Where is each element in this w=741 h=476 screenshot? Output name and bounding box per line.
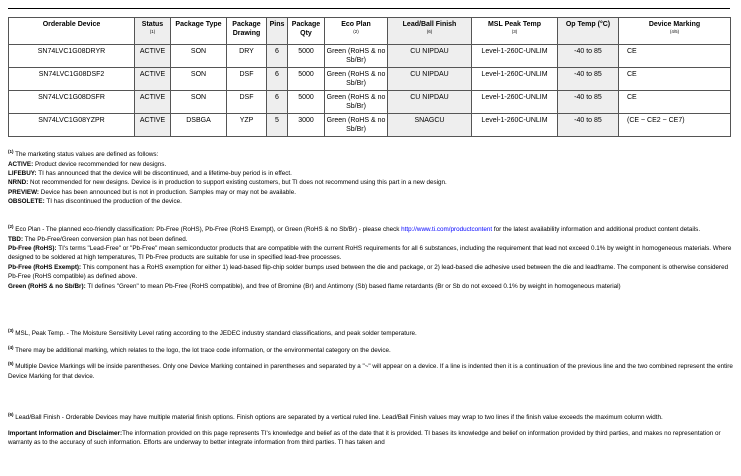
column-footnote-ref: (6) [426, 29, 433, 34]
table-cell: SN74LVC1G08DRYR [9, 45, 135, 68]
definition-item [8, 169, 733, 178]
table-cell: ACTIVE [135, 68, 171, 91]
table-cell: DSF [227, 91, 267, 114]
table-cell: CE [619, 91, 731, 114]
column-header-label: Op Temp (°C) [565, 21, 611, 28]
table-cell: -40 to 85 [558, 114, 619, 137]
table-cell: CU NIPDAU [388, 45, 472, 68]
footnote-mark: (3) [8, 328, 14, 333]
table-cell: ACTIVE [135, 114, 171, 137]
column-header-label: MSL Peak Temp [487, 21, 542, 28]
disclaimer [8, 429, 733, 448]
table-cell: SN74LVC1G08DSF2 [9, 68, 135, 91]
column-header [558, 18, 619, 45]
table-cell: 5000 [288, 45, 325, 68]
column-footnote-ref: (4/5) [669, 29, 680, 34]
footnote-3 [8, 326, 733, 339]
column-footnote-ref: (1) [149, 29, 156, 34]
table-row [9, 68, 731, 91]
column-header [171, 18, 227, 45]
definition-text: The Pb-Free/Green conversion plan has not been defined. [24, 235, 188, 243]
table-cell: CU NIPDAU [388, 91, 472, 114]
table-cell: SN74LVC1G08YZPR [9, 114, 135, 137]
table-cell: CU NIPDAU [388, 68, 472, 91]
definition-text: TI defines "Green" to mean Pb-Free (RoHS compatible), and free of Bromine (Br) and Antimony (Sb) based flame retardants (Br or Sb do not exceed 0.1% by weight in homogeneous material) [87, 282, 621, 290]
definition-term: PREVIEW: [8, 188, 40, 196]
table-cell: ACTIVE [135, 45, 171, 68]
definition-term: Green (RoHS & no Sb/Br): [8, 282, 86, 290]
table-cell: 6 [267, 45, 288, 68]
definition-term: ACTIVE: [8, 160, 34, 168]
column-header [288, 18, 325, 45]
footnote-text: There may be additional marking, which relates to the logo, the lot trace code information, or the environmental category on the device. [15, 347, 391, 355]
definition-item [8, 188, 733, 197]
definition-text: TI has announced that the device will be discontinued, and a lifetime-buy period is in effect. [38, 169, 292, 177]
definition-text: This component has a RoHS exemption for either 1) lead-based flip-chip solder bumps used between the die and package, or 2) lead-based die adhesive used between the die and leadframe. The component is otherwise considered Pb-Free (RoHS compatible) as defined above. [8, 263, 729, 281]
table-cell: YZP [227, 114, 267, 137]
definition-item [8, 235, 733, 244]
footnote-6 [8, 410, 733, 423]
definition-item [8, 197, 733, 206]
column-header [325, 18, 388, 45]
column-header [388, 18, 472, 45]
footnote-4 [8, 343, 733, 356]
footnote-text: Lead/Ball Finish - Orderable Devices may have multiple material finish options. Finish options are separated by a vertical ruled line. Lead/Ball Finish values may wrap to two lines if the finish value exceeds the maximum column width. [15, 414, 663, 422]
definition-text: Product device recommended for new designs. [34, 160, 167, 168]
table-cell: 5000 [288, 68, 325, 91]
table-cell: 6 [267, 91, 288, 114]
table-cell: SON [171, 45, 227, 68]
column-header-label: Pins [269, 21, 285, 28]
table-cell: (CE ~ CE2 ~ CE7) [619, 114, 731, 137]
table-cell: CE [619, 45, 731, 68]
definition-item [8, 263, 733, 282]
footnote-text: The marketing status values are defined as follows: [15, 151, 159, 159]
table-cell: DRY [227, 45, 267, 68]
column-header-label: Status [141, 21, 164, 28]
column-header-label: Package Qty [291, 21, 321, 37]
table-cell: 5 [267, 114, 288, 137]
definition-item [8, 244, 733, 263]
table-row [9, 45, 731, 68]
column-header [619, 18, 731, 45]
definition-item [8, 282, 733, 291]
table-cell: Green (RoHS & no Sb/Br) [325, 91, 388, 114]
table-cell: Level-1-260C-UNLIM [472, 68, 558, 91]
footnote-2 [8, 222, 733, 291]
definition-text: Device has been announced but is not in production. Samples may or may not be available. [40, 188, 296, 196]
productcontent-link[interactable]: http://www.ti.com/productcontent [401, 226, 493, 234]
definition-text: Not recommended for new designs. Device is in production to support existing customers, but TI does not recommend using this part in a new design. [30, 179, 447, 187]
table-cell: Level-1-260C-UNLIM [472, 45, 558, 68]
footnote-mark: (6) [8, 412, 14, 417]
table-cell: Level-1-260C-UNLIM [472, 114, 558, 137]
definition-term: Pb-Free (RoHS): [8, 244, 57, 252]
table-cell: 6 [267, 68, 288, 91]
column-header [227, 18, 267, 45]
column-header [472, 18, 558, 45]
table-row [9, 114, 731, 137]
table-header-row [9, 18, 731, 45]
footnote-mark: (5) [8, 361, 14, 366]
table-row [9, 91, 731, 114]
column-header [267, 18, 288, 45]
packaging-table [8, 17, 731, 137]
table-cell: SN74LVC1G08DSFR [9, 91, 135, 114]
top-rule [8, 8, 730, 9]
definition-term: LIFEBUY: [8, 169, 37, 177]
table-cell: SNAGCU [388, 114, 472, 137]
table-cell: Green (RoHS & no Sb/Br) [325, 68, 388, 91]
column-footnote-ref: (2) [353, 29, 359, 34]
table-cell: Green (RoHS & no Sb/Br) [325, 114, 388, 137]
table-cell: DSF [227, 68, 267, 91]
table-cell: DSBGA [171, 114, 227, 137]
table-cell: Green (RoHS & no Sb/Br) [325, 45, 388, 68]
definition-item [8, 160, 733, 169]
column-header-label: Eco Plan [341, 21, 371, 28]
definition-term: NRND: [8, 179, 29, 187]
column-header [9, 18, 135, 45]
definition-term: Pb-Free (RoHS Exempt): [8, 263, 82, 271]
column-header-label: Orderable Device [42, 21, 101, 28]
column-header-label: Package Type [175, 21, 222, 28]
table-cell: -40 to 85 [558, 68, 619, 91]
column-header-label: Lead/Ball Finish [402, 21, 457, 28]
table-cell: CE [619, 68, 731, 91]
definition-text: TI's terms "Lead-Free" or "Pb-Free" mean semiconductor products that are compatible with the current RoHS requirements for all 6 substances, including the requirement that lead not exceed 0.1% by weight in homogeneous materials. Where designed to be soldered at high temperatures, TI Pb-Free products are suitable for use in specified lead-free processes. [8, 244, 732, 262]
table-cell: SON [171, 91, 227, 114]
column-header [135, 18, 171, 45]
table-cell: -40 to 85 [558, 45, 619, 68]
table-cell: 3000 [288, 114, 325, 137]
footnote-mark: (4) [8, 345, 14, 350]
footnote-5 [8, 359, 733, 381]
disclaimer-title: Important Information and Disclaimer: [8, 430, 123, 437]
table-cell: ACTIVE [135, 91, 171, 114]
disclaimer-text: The information provided on this page represents TI's knowledge and belief as of the date that it is provided. TI bases its knowledge and belief on information provided by third parties, and makes no representation or warranty as to the accuracy of such information. Efforts are underway to better integrate information from third parties. TI has taken and [8, 430, 721, 447]
column-footnote-ref: (3) [511, 29, 518, 34]
definition-term: OBSOLETE: [8, 198, 45, 206]
footnote-text: Eco Plan - The planned eco-friendly classification: Pb-Free (RoHS), Pb-Free (RoHS Exempt), or Green (RoHS & no Sb/Br) - please check [15, 226, 400, 234]
table-cell: -40 to 85 [558, 91, 619, 114]
footnote-text: MSL, Peak Temp. - The Moisture Sensitivity Level rating according to the JEDEC industry standard classifications, and peak solder temperature. [15, 330, 417, 338]
table-cell: SON [171, 68, 227, 91]
table-cell: Level-1-260C-UNLIM [472, 91, 558, 114]
footnote-text: Multiple Device Markings will be inside parentheses. Only one Device Marking contained in parentheses and separated by a "~" will appear on a device. If a line is indented then it is a continuation of the previous line and the two combined represent the entire Device Marking for that device. [8, 363, 733, 380]
definition-term: TBD: [8, 235, 24, 243]
column-header-label: Device Marking [648, 21, 701, 28]
definition-text: TI has discontinued the production of the device. [46, 198, 182, 206]
table-cell: 5000 [288, 91, 325, 114]
footnote-1 [8, 147, 733, 207]
definition-item [8, 178, 733, 187]
footnote-mark: (1) [8, 149, 14, 154]
column-header-label: Package Drawing [232, 21, 261, 37]
footnote-text: for the latest availability information and additional product content details. [493, 226, 701, 234]
footnote-mark: (2) [8, 224, 14, 229]
